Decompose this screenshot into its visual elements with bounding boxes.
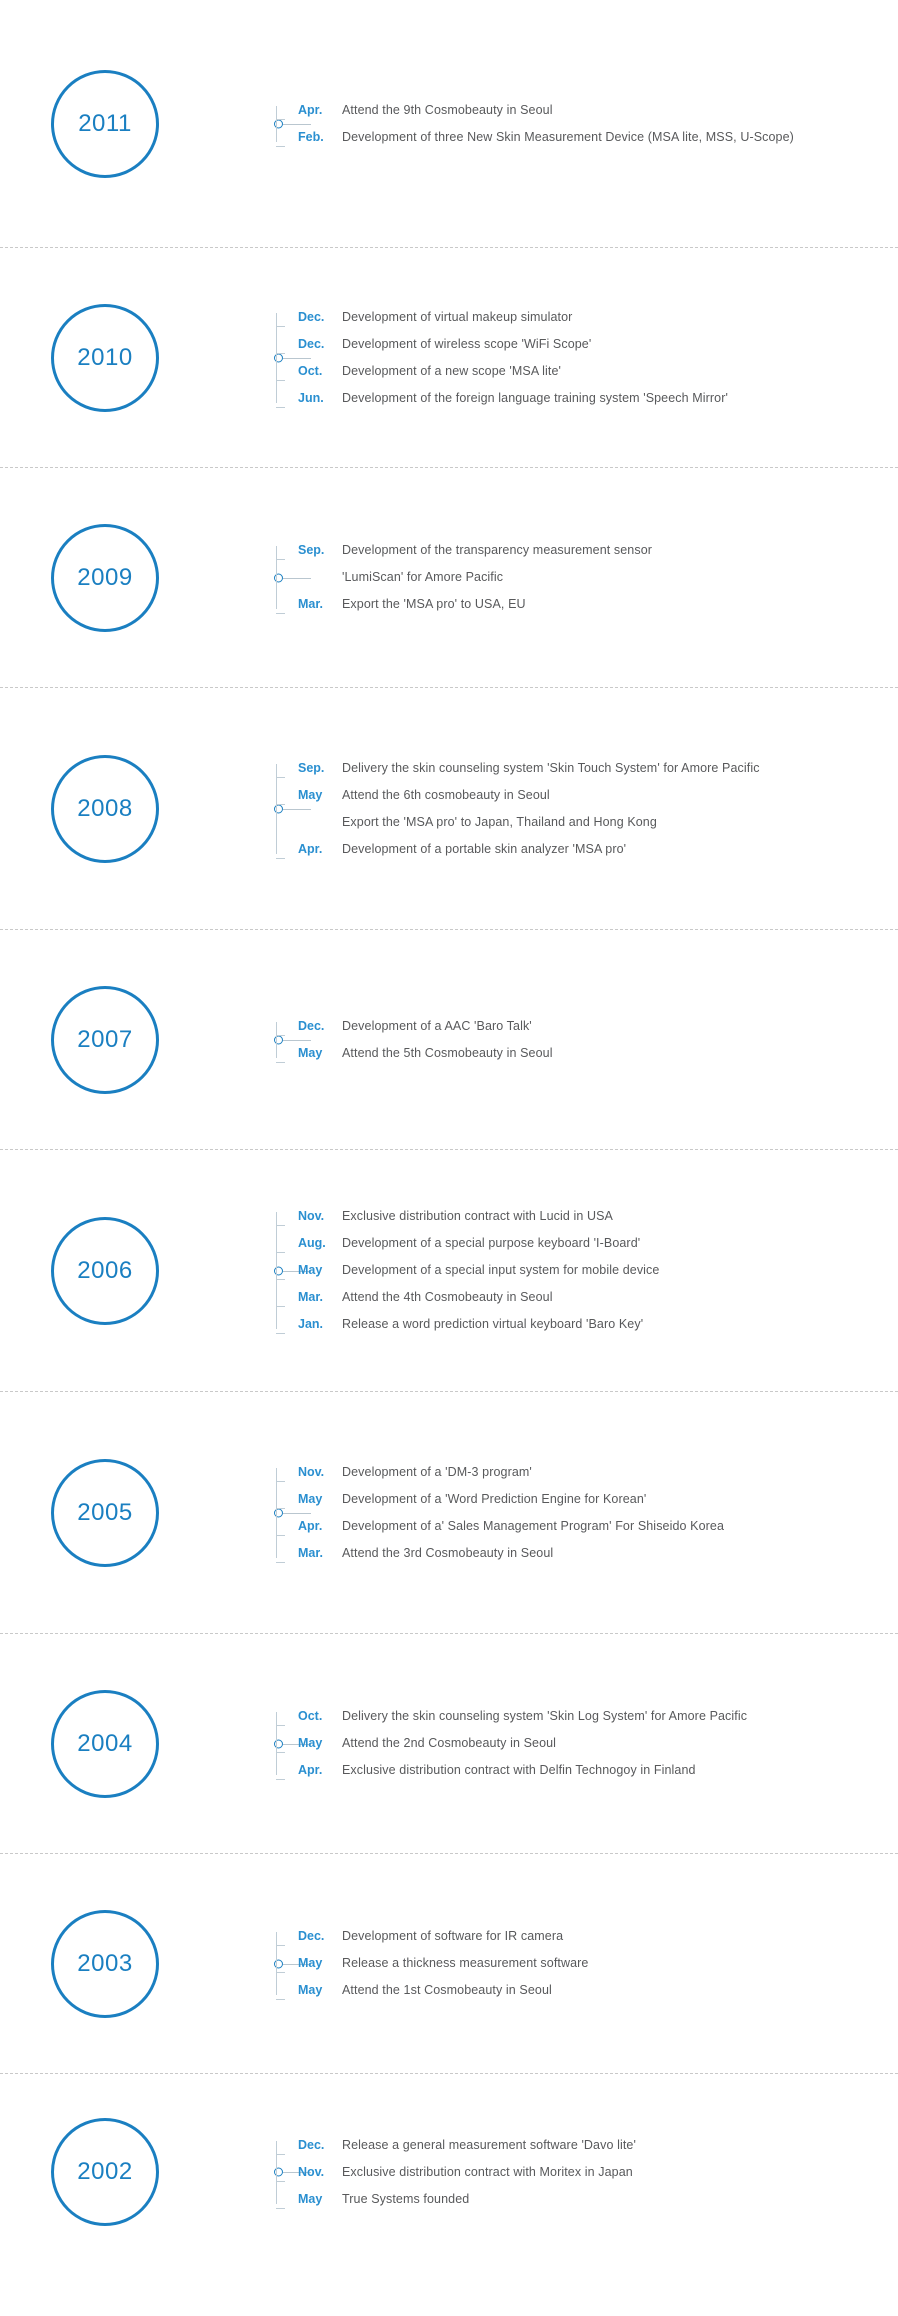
event-description: Delivery the skin counseling system 'Skin Touch System' for Amore Pacific xyxy=(342,760,760,775)
event-month: May xyxy=(298,2191,323,2206)
event-row xyxy=(284,1203,898,1230)
event-bracket xyxy=(276,106,285,142)
year-block xyxy=(0,688,898,930)
event-month: May xyxy=(298,787,323,802)
event-month: Sep. xyxy=(298,760,325,775)
year-marker[interactable] xyxy=(51,70,159,178)
event-bracket-tick xyxy=(276,2154,285,2155)
year-label: 2004 xyxy=(77,1729,133,1757)
event-month: Mar. xyxy=(298,1545,324,1560)
event-month: Nov. xyxy=(298,2164,325,2179)
event-description: Attend the 3rd Cosmobeauty in Seoul xyxy=(342,1545,554,1560)
event-description: Attend the 5th Cosmobeauty in Seoul xyxy=(342,1045,553,1060)
event-description: Development of a new scope 'MSA lite' xyxy=(342,363,562,378)
year-marker[interactable] xyxy=(51,755,159,863)
event-month: Apr. xyxy=(298,102,323,117)
event-description: Development of a special input system for mobile device xyxy=(342,1263,660,1277)
year-block xyxy=(0,248,898,468)
event-description: Development of wireless scope 'WiFi Scope' xyxy=(342,336,592,351)
event-description: 'LumiScan' for Amore Pacific xyxy=(342,570,504,584)
event-bracket-tick xyxy=(276,1562,285,1563)
event-bracket-tick xyxy=(276,1333,285,1334)
event-list xyxy=(276,1703,898,1784)
event-description: Attend the 4th Cosmobeauty in Seoul xyxy=(342,1290,553,1304)
event-description: Development of the transparency measurement sensor xyxy=(342,543,653,557)
event-list xyxy=(276,755,898,863)
event-row xyxy=(284,1513,898,1540)
year-block xyxy=(0,1854,898,2074)
timeline-connector xyxy=(210,0,276,247)
event-month: Nov. xyxy=(298,1209,325,1223)
event-bracket-tick xyxy=(276,1508,285,1509)
event-row xyxy=(284,385,898,412)
event-list xyxy=(276,1923,898,2004)
event-bracket-tick xyxy=(276,1752,285,1753)
event-bracket-tick xyxy=(276,119,285,120)
event-bracket-tick xyxy=(276,380,285,381)
event-description: Development of three New Skin Measurement Device (MSA lite, MSS, U-Scope) xyxy=(342,129,794,144)
event-bracket-tick xyxy=(276,1999,285,2000)
event-row xyxy=(284,97,898,124)
event-bracket-tick xyxy=(276,1225,285,1226)
event-row xyxy=(284,124,898,151)
event-bracket-tick xyxy=(276,804,285,805)
event-row xyxy=(284,2159,898,2186)
event-bracket-tick xyxy=(276,1481,285,1482)
event-description: Release a general measurement software 'Davo lite' xyxy=(342,2137,636,2152)
year-circle-container xyxy=(0,304,210,412)
event-bracket xyxy=(276,1932,285,1995)
event-bracket-tick xyxy=(276,613,285,614)
year-label: 2002 xyxy=(77,2158,133,2185)
event-bracket-tick xyxy=(276,353,285,354)
timeline-connector xyxy=(210,1150,276,1391)
event-row xyxy=(284,1540,898,1567)
event-row xyxy=(284,537,898,564)
event-month: Sep. xyxy=(298,543,325,557)
event-row xyxy=(284,358,898,385)
year-circle-container xyxy=(0,1690,210,1798)
year-marker[interactable] xyxy=(51,304,159,412)
event-description: Development of a 'Word Prediction Engine for Korean' xyxy=(342,1491,647,1506)
event-bracket xyxy=(276,1712,285,1775)
event-description: Development of a special purpose keyboard 'I-Board' xyxy=(342,1236,641,1250)
event-row xyxy=(284,2186,898,2213)
timeline-connector xyxy=(210,1854,276,2073)
event-description: Development of the foreign language training system 'Speech Mirror' xyxy=(342,390,728,405)
event-bracket-tick xyxy=(276,559,285,560)
event-month: Dec. xyxy=(298,1929,325,1943)
event-description: Release a thickness measurement software xyxy=(342,1956,589,1970)
event-bracket-tick xyxy=(276,1279,285,1280)
year-block xyxy=(0,1634,898,1854)
event-row xyxy=(284,1257,898,1284)
event-description: Development of software for IR camera xyxy=(342,1929,564,1943)
event-row xyxy=(284,1757,898,1784)
event-row xyxy=(284,304,898,331)
year-label: 2007 xyxy=(77,1025,133,1053)
event-month: May xyxy=(298,1956,323,1970)
year-marker[interactable] xyxy=(51,1217,159,1325)
year-block xyxy=(0,468,898,688)
event-month: May xyxy=(298,1263,323,1277)
year-circle-container xyxy=(0,70,210,178)
year-circle-container xyxy=(0,1217,210,1325)
event-month: Jun. xyxy=(298,390,324,405)
event-description: Release a word prediction virtual keyboard 'Baro Key' xyxy=(342,1317,644,1331)
event-month: Jan. xyxy=(298,1317,324,1331)
event-description: Exclusive distribution contract with Delfin Technogoy in Finland xyxy=(342,1763,696,1777)
event-row xyxy=(284,1730,898,1757)
year-circle-container xyxy=(0,755,210,863)
year-label: 2008 xyxy=(77,794,133,822)
year-marker[interactable] xyxy=(51,1690,159,1798)
event-month: Dec. xyxy=(298,336,325,351)
event-row xyxy=(284,591,898,618)
event-bracket-tick xyxy=(276,1945,285,1946)
event-row xyxy=(284,1230,898,1257)
event-description: Development of a' Sales Management Program' For Shiseido Korea xyxy=(342,1518,724,1533)
event-bracket-tick xyxy=(276,326,285,327)
event-row xyxy=(284,1459,898,1486)
year-label: 2009 xyxy=(77,563,133,591)
event-description: Exclusive distribution contract with Lucid in USA xyxy=(342,1209,613,1223)
event-description: Attend the 2nd Cosmobeauty in Seoul xyxy=(342,1736,557,1750)
event-row xyxy=(284,1284,898,1311)
timeline-connector xyxy=(210,468,276,687)
event-description: Delivery the skin counseling system 'Skin Log System' for Amore Pacific xyxy=(342,1709,748,1723)
timeline-connector xyxy=(210,248,276,467)
event-bracket xyxy=(276,546,285,609)
event-list xyxy=(276,1203,898,1338)
event-description: True Systems founded xyxy=(342,2191,470,2206)
event-bracket-tick xyxy=(276,1725,285,1726)
timeline-connector xyxy=(210,2074,276,2270)
timeline-connector xyxy=(210,930,276,1149)
year-circle-container xyxy=(0,524,210,632)
event-row xyxy=(284,1703,898,1730)
event-bracket-tick xyxy=(276,2181,285,2182)
event-row xyxy=(284,331,898,358)
event-row xyxy=(284,836,898,863)
event-bracket-tick xyxy=(276,777,285,778)
event-row xyxy=(284,809,898,836)
year-label: 2011 xyxy=(78,109,132,137)
event-list xyxy=(276,304,898,412)
year-marker[interactable] xyxy=(51,2118,159,2226)
year-block xyxy=(0,2074,898,2270)
year-label: 2006 xyxy=(77,1256,133,1284)
event-month: Apr. xyxy=(298,841,323,856)
event-row xyxy=(284,782,898,809)
event-row xyxy=(284,564,898,591)
event-month: Dec. xyxy=(298,309,325,324)
year-marker[interactable] xyxy=(51,1459,159,1567)
year-label: 2010 xyxy=(77,343,133,371)
year-block xyxy=(0,1392,898,1634)
event-month: Apr. xyxy=(298,1763,323,1777)
event-month: Dec. xyxy=(298,2137,325,2152)
year-marker[interactable] xyxy=(51,986,159,1094)
event-row xyxy=(284,1923,898,1950)
year-circle-container xyxy=(0,2118,210,2226)
event-bracket-tick xyxy=(276,1252,285,1253)
event-description: Attend the 9th Cosmobeauty in Seoul xyxy=(342,102,553,117)
event-month: Mar. xyxy=(298,597,324,611)
event-description: Development of virtual makeup simulator xyxy=(342,309,573,324)
event-month: May xyxy=(298,1491,323,1506)
event-month: May xyxy=(298,1045,323,1060)
event-row xyxy=(284,1950,898,1977)
event-row xyxy=(284,2132,898,2159)
year-marker[interactable] xyxy=(51,1910,159,2018)
event-description: Attend the 6th cosmobeauty in Seoul xyxy=(342,787,550,802)
event-month: Aug. xyxy=(298,1236,326,1250)
event-description: Attend the 1st Cosmobeauty in Seoul xyxy=(342,1983,552,1997)
year-circle-container xyxy=(0,986,210,1094)
event-list xyxy=(276,537,898,618)
event-row xyxy=(284,1013,898,1040)
event-row xyxy=(284,1311,898,1338)
event-bracket-tick xyxy=(276,858,285,859)
event-month: Oct. xyxy=(298,363,323,378)
event-row xyxy=(284,1977,898,2004)
event-description: Exclusive distribution contract with Moritex in Japan xyxy=(342,2164,633,2179)
event-bracket-tick xyxy=(276,1306,285,1307)
event-month: Nov. xyxy=(298,1464,325,1479)
event-month: Feb. xyxy=(298,129,324,144)
event-month: May xyxy=(298,1736,323,1750)
event-bracket-tick xyxy=(276,1972,285,1973)
year-block xyxy=(0,0,898,248)
timeline-connector xyxy=(210,688,276,929)
event-month: Mar. xyxy=(298,1290,324,1304)
event-list xyxy=(276,1459,898,1567)
event-bracket-tick xyxy=(276,1779,285,1780)
event-bracket xyxy=(276,1022,285,1058)
event-bracket-tick xyxy=(276,407,285,408)
event-description: Development of a 'DM-3 program' xyxy=(342,1464,532,1479)
event-month: Apr. xyxy=(298,1518,323,1533)
event-row xyxy=(284,755,898,782)
year-circle-container xyxy=(0,1459,210,1567)
event-list xyxy=(276,1013,898,1067)
event-bracket-tick xyxy=(276,2208,285,2209)
year-label: 2003 xyxy=(77,1949,133,1977)
event-month: Dec. xyxy=(298,1018,325,1033)
event-bracket xyxy=(276,2141,285,2204)
year-block xyxy=(0,930,898,1150)
year-block xyxy=(0,1150,898,1392)
timeline-connector xyxy=(210,1392,276,1633)
event-bracket xyxy=(276,1212,285,1329)
year-label: 2005 xyxy=(77,1498,133,1526)
event-list xyxy=(276,97,898,151)
event-bracket-tick xyxy=(276,146,285,147)
event-bracket-tick xyxy=(276,1062,285,1063)
event-description: Export the 'MSA pro' to USA, EU xyxy=(342,597,526,611)
event-description: Development of a AAC 'Baro Talk' xyxy=(342,1018,532,1033)
timeline-connector xyxy=(210,1634,276,1853)
event-list xyxy=(276,2132,898,2213)
event-row xyxy=(284,1486,898,1513)
year-marker[interactable] xyxy=(51,524,159,632)
event-month: May xyxy=(298,1983,323,1997)
event-bracket-tick xyxy=(276,1035,285,1036)
event-description: Export the 'MSA pro' to Japan, Thailand and Hong Kong xyxy=(342,814,657,829)
event-row xyxy=(284,1040,898,1067)
event-month: Oct. xyxy=(298,1709,323,1723)
event-description: Development of a portable skin analyzer 'MSA pro' xyxy=(342,841,627,856)
event-bracket-tick xyxy=(276,1535,285,1536)
year-circle-container xyxy=(0,1910,210,2018)
